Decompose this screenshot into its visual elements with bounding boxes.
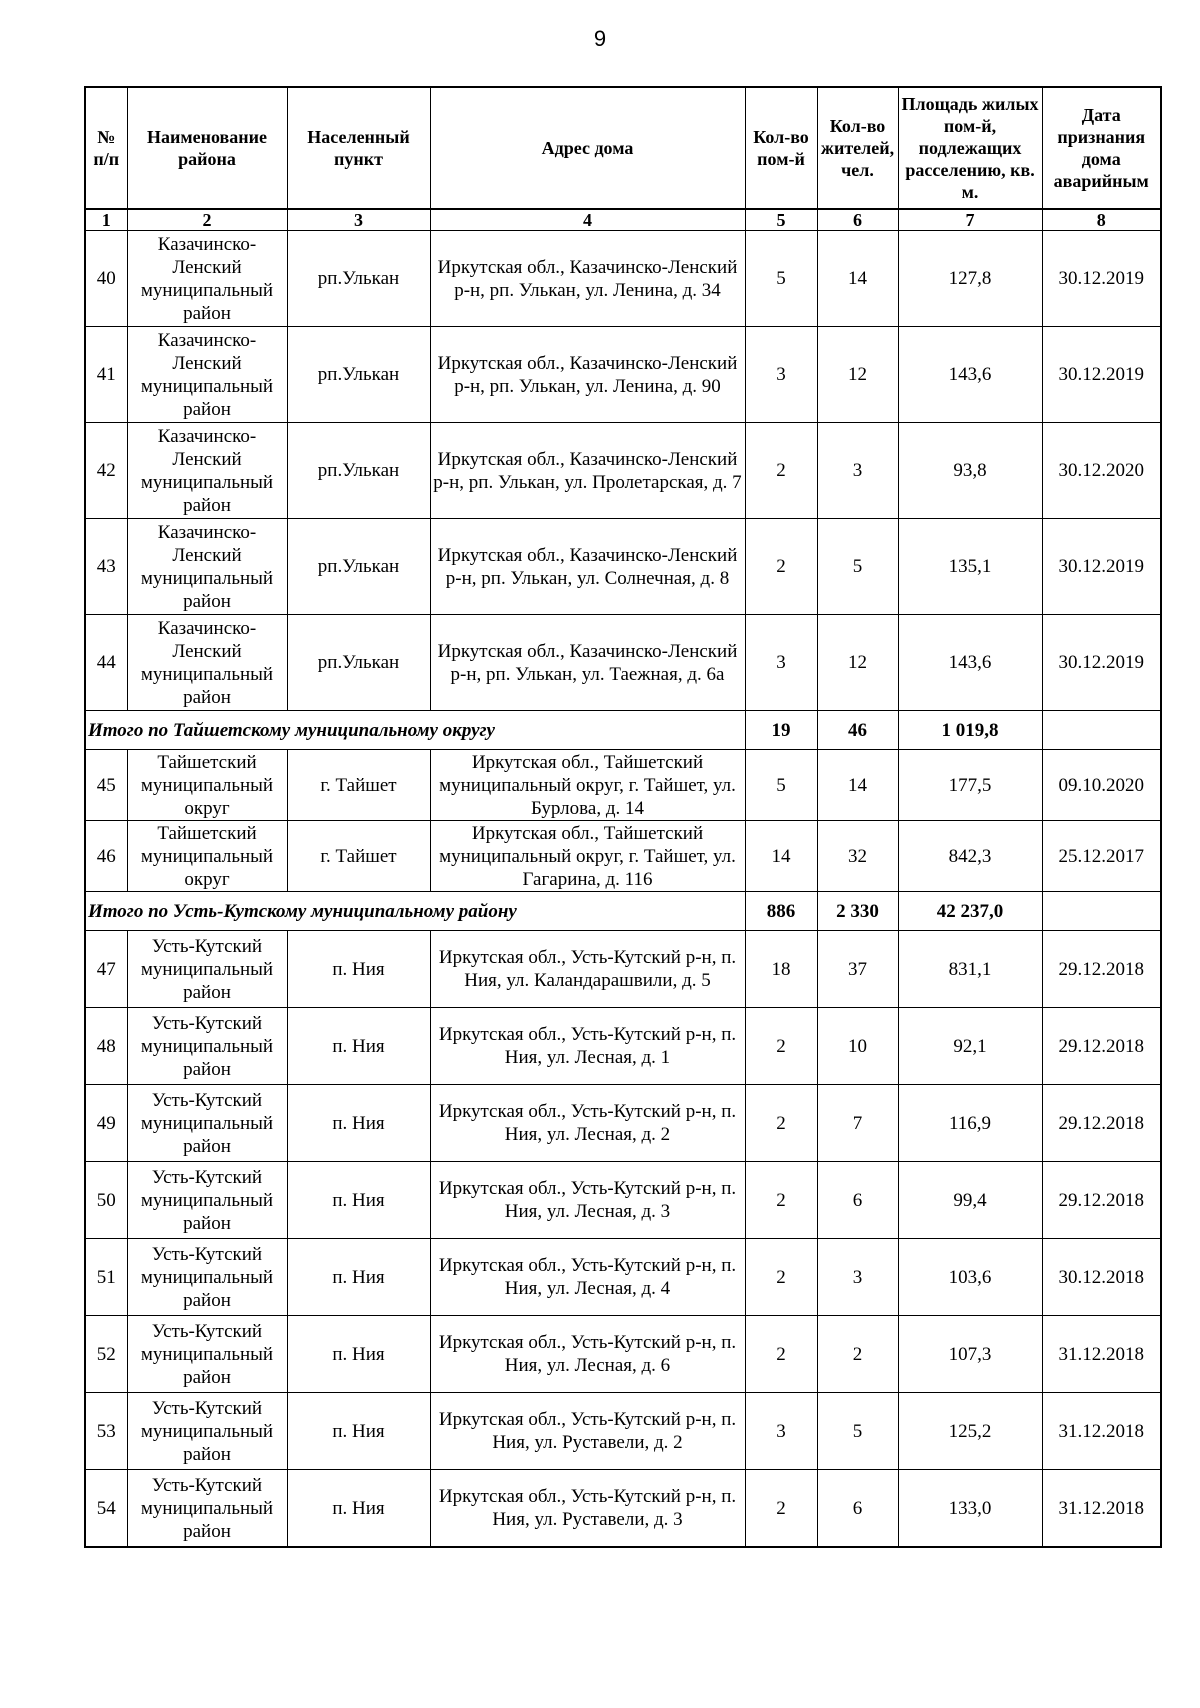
cell-district: Усть-Кутский муниципальный район <box>127 1470 287 1548</box>
header-residents: Кол-во жителей, чел. <box>817 87 898 209</box>
cell-address: Иркутская обл., Усть-Кутский р-н, п. Ния, ул. Лесная, д. 3 <box>430 1162 745 1239</box>
cell-address: Иркутская обл., Усть-Кутский р-н, п. Ния, ул. Лесная, д. 2 <box>430 1085 745 1162</box>
cell-area: 125,2 <box>898 1393 1042 1470</box>
table-row <box>85 821 1161 892</box>
header-address: Адрес дома <box>430 87 745 209</box>
total-premises: 886 <box>745 892 817 931</box>
table-row <box>85 1008 1161 1085</box>
cell-district: Усть-Кутский муниципальный район <box>127 1393 287 1470</box>
cell-residents: 14 <box>817 231 898 327</box>
cell-settlement: г. Тайшет <box>287 821 430 892</box>
column-number: 8 <box>1042 209 1161 231</box>
cell-residents: 5 <box>817 519 898 615</box>
cell-premises: 2 <box>745 1162 817 1239</box>
cell-number: 47 <box>85 931 127 1008</box>
cell-number: 50 <box>85 1162 127 1239</box>
cell-number: 46 <box>85 821 127 892</box>
cell-address: Иркутская обл., Усть-Кутский р-н, п. Ния, ул. Лесная, д. 6 <box>430 1316 745 1393</box>
column-number: 4 <box>430 209 745 231</box>
cell-premises: 2 <box>745 1316 817 1393</box>
cell-address: Иркутская обл., Казачинско-Ленский р-н, рп. Улькан, ул. Ленина, д. 34 <box>430 231 745 327</box>
cell-premises: 14 <box>745 821 817 892</box>
cell-date: 30.12.2019 <box>1042 231 1161 327</box>
cell-residents: 3 <box>817 1239 898 1316</box>
table-row <box>85 1239 1161 1316</box>
cell-premises: 5 <box>745 750 817 821</box>
cell-settlement: рп.Улькан <box>287 615 430 711</box>
cell-premises: 2 <box>745 1470 817 1548</box>
cell-address: Иркутская обл., Усть-Кутский р-н, п. Ния, ул. Руставели, д. 3 <box>430 1470 745 1548</box>
cell-premises: 3 <box>745 327 817 423</box>
cell-area: 133,0 <box>898 1470 1042 1548</box>
table-row <box>85 231 1161 327</box>
cell-district: Усть-Кутский муниципальный район <box>127 1085 287 1162</box>
cell-settlement: рп.Улькан <box>287 519 430 615</box>
header-settlement: Населенный пункт <box>287 87 430 209</box>
cell-area: 143,6 <box>898 615 1042 711</box>
header-district: Наименование района <box>127 87 287 209</box>
table-row <box>85 1470 1161 1548</box>
table-row <box>85 1085 1161 1162</box>
cell-number: 54 <box>85 1470 127 1548</box>
cell-settlement: г. Тайшет <box>287 750 430 821</box>
cell-residents: 6 <box>817 1470 898 1548</box>
cell-address: Иркутская обл., Усть-Кутский р-н, п. Ния, ул. Лесная, д. 1 <box>430 1008 745 1085</box>
table-row <box>85 1162 1161 1239</box>
cell-district: Тайшетский муниципальный округ <box>127 750 287 821</box>
cell-settlement: п. Ния <box>287 1008 430 1085</box>
cell-district: Тайшетский муниципальный округ <box>127 821 287 892</box>
column-number: 7 <box>898 209 1042 231</box>
cell-district: Казачинско-Ленский муниципальный район <box>127 231 287 327</box>
cell-district: Усть-Кутский муниципальный район <box>127 1008 287 1085</box>
cell-area: 99,4 <box>898 1162 1042 1239</box>
cell-residents: 6 <box>817 1162 898 1239</box>
cell-settlement: п. Ния <box>287 1162 430 1239</box>
cell-number: 41 <box>85 327 127 423</box>
table-body <box>85 231 1161 1548</box>
table-row <box>85 931 1161 1008</box>
cell-settlement: рп.Улькан <box>287 327 430 423</box>
header-area: Площадь жилых пом-й, подлежащих расселению, кв. м. <box>898 87 1042 209</box>
cell-area: 127,8 <box>898 231 1042 327</box>
cell-premises: 3 <box>745 1393 817 1470</box>
cell-premises: 2 <box>745 423 817 519</box>
table-row <box>85 519 1161 615</box>
cell-settlement: рп.Улькан <box>287 423 430 519</box>
cell-premises: 3 <box>745 615 817 711</box>
cell-date: 29.12.2018 <box>1042 931 1161 1008</box>
cell-date: 30.12.2019 <box>1042 615 1161 711</box>
cell-district: Усть-Кутский муниципальный район <box>127 1239 287 1316</box>
cell-date: 29.12.2018 <box>1042 1008 1161 1085</box>
cell-residents: 32 <box>817 821 898 892</box>
total-empty-cell <box>1042 892 1161 931</box>
column-number: 1 <box>85 209 127 231</box>
cell-area: 177,5 <box>898 750 1042 821</box>
table-row <box>85 1316 1161 1393</box>
cell-number: 45 <box>85 750 127 821</box>
cell-date: 30.12.2018 <box>1042 1239 1161 1316</box>
total-label: Итого по Тайшетскому муниципальному округу <box>85 711 745 750</box>
cell-settlement: п. Ния <box>287 931 430 1008</box>
total-row-ustkut <box>85 892 1161 931</box>
cell-district: Казачинско-Ленский муниципальный район <box>127 615 287 711</box>
cell-residents: 3 <box>817 423 898 519</box>
cell-number: 51 <box>85 1239 127 1316</box>
cell-address: Иркутская обл., Тайшетский муниципальный округ, г. Тайшет, ул. Бурлова, д. 14 <box>430 750 745 821</box>
cell-area: 93,8 <box>898 423 1042 519</box>
cell-settlement: п. Ния <box>287 1085 430 1162</box>
cell-district: Казачинско-Ленский муниципальный район <box>127 519 287 615</box>
cell-area: 842,3 <box>898 821 1042 892</box>
cell-number: 40 <box>85 231 127 327</box>
cell-date: 25.12.2017 <box>1042 821 1161 892</box>
table-row <box>85 327 1161 423</box>
cell-date: 29.12.2018 <box>1042 1162 1161 1239</box>
cell-date: 31.12.2018 <box>1042 1470 1161 1548</box>
cell-residents: 7 <box>817 1085 898 1162</box>
cell-number: 49 <box>85 1085 127 1162</box>
cell-address: Иркутская обл., Казачинско-Ленский р-н, рп. Улькан, ул. Ленина, д. 90 <box>430 327 745 423</box>
cell-settlement: п. Ния <box>287 1393 430 1470</box>
cell-settlement: рп.Улькан <box>287 231 430 327</box>
total-area: 42 237,0 <box>898 892 1042 931</box>
cell-address: Иркутская обл., Тайшетский муниципальный округ, г. Тайшет, ул. Гагарина, д. 116 <box>430 821 745 892</box>
cell-settlement: п. Ния <box>287 1239 430 1316</box>
column-number: 5 <box>745 209 817 231</box>
page-number: 9 <box>593 26 607 51</box>
total-premises: 19 <box>745 711 817 750</box>
cell-premises: 2 <box>745 1239 817 1316</box>
cell-premises: 5 <box>745 231 817 327</box>
cell-address: Иркутская обл., Казачинско-Ленский р-н, рп. Улькан, ул. Солнечная, д. 8 <box>430 519 745 615</box>
cell-residents: 10 <box>817 1008 898 1085</box>
total-empty-cell <box>1042 711 1161 750</box>
cell-number: 43 <box>85 519 127 615</box>
cell-number: 52 <box>85 1316 127 1393</box>
cell-district: Усть-Кутский муниципальный район <box>127 931 287 1008</box>
cell-date: 30.12.2019 <box>1042 519 1161 615</box>
cell-residents: 37 <box>817 931 898 1008</box>
cell-address: Иркутская обл., Казачинско-Ленский р-н, рп. Улькан, ул. Таежная, д. 6а <box>430 615 745 711</box>
cell-number: 42 <box>85 423 127 519</box>
table-row <box>85 423 1161 519</box>
cell-number: 48 <box>85 1008 127 1085</box>
cell-district: Казачинско-Ленский муниципальный район <box>127 327 287 423</box>
cell-area: 135,1 <box>898 519 1042 615</box>
cell-settlement: п. Ния <box>287 1470 430 1548</box>
total-residents: 2 330 <box>817 892 898 931</box>
cell-area: 92,1 <box>898 1008 1042 1085</box>
cell-district: Усть-Кутский муниципальный район <box>127 1162 287 1239</box>
emergency-housing-table <box>84 86 1162 1548</box>
column-number: 3 <box>287 209 430 231</box>
cell-premises: 2 <box>745 1008 817 1085</box>
cell-number: 44 <box>85 615 127 711</box>
cell-date: 09.10.2020 <box>1042 750 1161 821</box>
cell-date: 29.12.2018 <box>1042 1085 1161 1162</box>
total-row-tayshet <box>85 711 1161 750</box>
cell-date: 31.12.2018 <box>1042 1393 1161 1470</box>
cell-area: 103,6 <box>898 1239 1042 1316</box>
cell-number: 53 <box>85 1393 127 1470</box>
cell-residents: 12 <box>817 327 898 423</box>
header-premises: Кол-во пом-й <box>745 87 817 209</box>
cell-address: Иркутская обл., Усть-Кутский р-н, п. Ния, ул. Руставели, д. 2 <box>430 1393 745 1470</box>
cell-address: Иркутская обл., Усть-Кутский р-н, п. Ния, ул. Лесная, д. 4 <box>430 1239 745 1316</box>
table-row <box>85 1393 1161 1470</box>
table-header-row <box>85 87 1161 209</box>
cell-date: 31.12.2018 <box>1042 1316 1161 1393</box>
cell-premises: 2 <box>745 1085 817 1162</box>
cell-date: 30.12.2019 <box>1042 327 1161 423</box>
cell-area: 831,1 <box>898 931 1042 1008</box>
cell-premises: 18 <box>745 931 817 1008</box>
cell-address: Иркутская обл., Усть-Кутский р-н, п. Ния, ул. Каландарашвили, д. 5 <box>430 931 745 1008</box>
header-date: Дата признания дома аварийным <box>1042 87 1161 209</box>
cell-premises: 2 <box>745 519 817 615</box>
column-number: 6 <box>817 209 898 231</box>
table-row <box>85 615 1161 711</box>
cell-residents: 2 <box>817 1316 898 1393</box>
cell-district: Усть-Кутский муниципальный район <box>127 1316 287 1393</box>
column-number: 2 <box>127 209 287 231</box>
cell-residents: 14 <box>817 750 898 821</box>
column-numbers-row <box>85 209 1161 231</box>
cell-area: 143,6 <box>898 327 1042 423</box>
cell-residents: 12 <box>817 615 898 711</box>
cell-district: Казачинско-Ленский муниципальный район <box>127 423 287 519</box>
total-area: 1 019,8 <box>898 711 1042 750</box>
cell-residents: 5 <box>817 1393 898 1470</box>
header-number: № п/п <box>85 87 127 209</box>
cell-settlement: п. Ния <box>287 1316 430 1393</box>
total-residents: 46 <box>817 711 898 750</box>
table-row <box>85 750 1161 821</box>
cell-area: 116,9 <box>898 1085 1042 1162</box>
total-label: Итого по Усть-Кутскому муниципальному району <box>85 892 745 931</box>
cell-date: 30.12.2020 <box>1042 423 1161 519</box>
cell-area: 107,3 <box>898 1316 1042 1393</box>
cell-address: Иркутская обл., Казачинско-Ленский р-н, рп. Улькан, ул. Пролетарская, д. 7 <box>430 423 745 519</box>
